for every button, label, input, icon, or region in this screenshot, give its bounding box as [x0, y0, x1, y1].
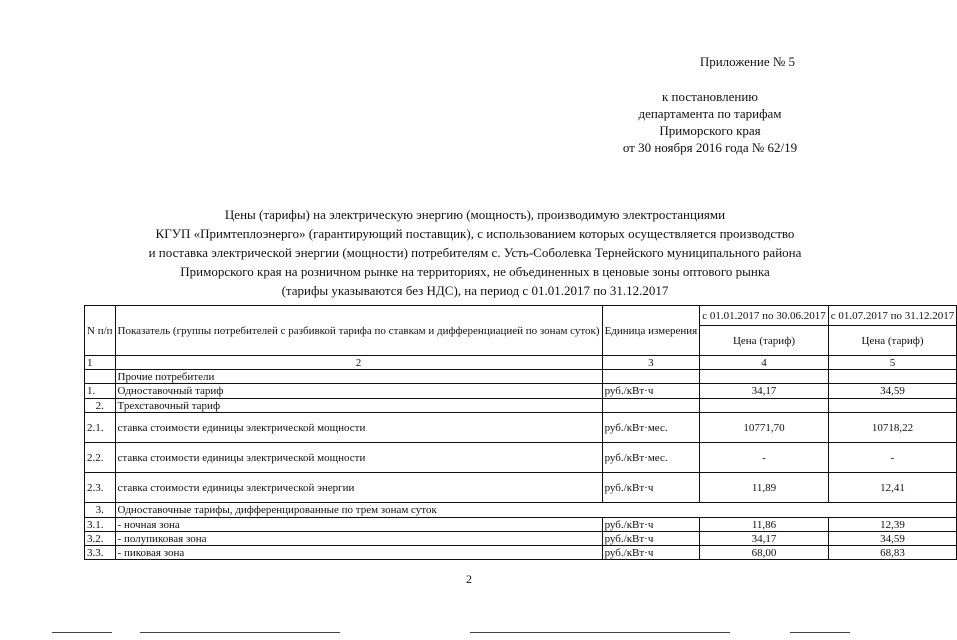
table-row: [85, 399, 957, 413]
row-unit: руб./кВт·ч: [602, 546, 700, 560]
row-name: Трехставочный тариф: [115, 399, 602, 413]
row-value-1: 68,00: [700, 546, 829, 560]
row-num: 3.2.: [85, 532, 116, 546]
row-value-1: [700, 399, 829, 413]
row-num: 2.1.: [85, 413, 116, 443]
header-line: к постановлению: [661, 89, 759, 104]
row-value-2: 68,83: [828, 546, 957, 560]
row-name: - ночная зона: [115, 518, 602, 532]
row-value-1: 34,17: [700, 384, 829, 399]
zone-section-row: [85, 503, 957, 518]
row-unit: руб./кВт·мес.: [602, 443, 700, 473]
header-num: N п/п: [85, 306, 116, 356]
row-num: 3.3.: [85, 546, 116, 560]
page-number: 2: [466, 572, 472, 586]
row-value-2: 34,59: [828, 384, 957, 399]
row-name: - пиковая зона: [115, 546, 602, 560]
header-price-1: Цена (тариф): [700, 326, 829, 356]
appendix-number: Приложение № 5: [699, 54, 795, 69]
row-value-2: -: [828, 443, 957, 473]
header-line: от 30 ноября 2016 года № 62/19: [622, 140, 798, 155]
column-number: 5: [828, 356, 957, 370]
row-num: 2.: [85, 399, 116, 413]
row-name: ставка стоимости единицы электрической энергии: [115, 473, 602, 503]
row-num: 2.2.: [85, 443, 116, 473]
row-value-1: -: [700, 443, 829, 473]
resolution-header: [560, 88, 860, 156]
header-period-1: с 01.01.2017 по 30.06.2017: [700, 306, 829, 326]
row-num: 1.: [85, 384, 116, 399]
row-value-1: 34,17: [700, 532, 829, 546]
row-value-2: 34,59: [828, 532, 957, 546]
section-label: Прочие потребители: [115, 370, 602, 384]
table-row: [85, 518, 957, 532]
column-number: 1: [85, 356, 116, 370]
row-unit: руб./кВт·ч: [602, 532, 700, 546]
scan-edge-line: [52, 632, 112, 633]
table-row: [85, 532, 957, 546]
header-unit: Единица измерения: [602, 306, 700, 356]
row-value-2: 12,41: [828, 473, 957, 503]
table-row: [85, 546, 957, 560]
document-title: [60, 205, 890, 300]
title-line: Цены (тарифы) на электрическую энергию (мощность), производимую электростанциями: [224, 207, 726, 222]
row-num: 3.: [85, 503, 116, 518]
row-num: 2.3.: [85, 473, 116, 503]
row-name: - полупиковая зона: [115, 532, 602, 546]
title-line: и поставка электрической энергии (мощности) потребителям с. Усть-Соболевка Тернейского муниципального района: [148, 245, 802, 260]
scan-edge-line: [140, 632, 340, 633]
header-line: Приморского края: [659, 123, 761, 138]
empty-cell: [828, 370, 957, 384]
column-number: 4: [700, 356, 829, 370]
row-unit: руб./кВт·ч: [602, 384, 700, 399]
row-name: Одноставочный тариф: [115, 384, 602, 399]
empty-cell: [700, 370, 829, 384]
row-unit: руб./кВт·ч: [602, 518, 700, 532]
row-unit: руб./кВт·мес.: [602, 413, 700, 443]
row-name: ставка стоимости единицы электрической мощности: [115, 443, 602, 473]
row-value-2: [828, 399, 957, 413]
row-value-1: 11,89: [700, 473, 829, 503]
row-value-1: 10771,70: [700, 413, 829, 443]
section-row: [85, 370, 957, 384]
row-unit: [602, 399, 700, 413]
table-row: [85, 413, 957, 443]
row-value-2: 10718,22: [828, 413, 957, 443]
table-row: [85, 384, 957, 399]
column-number-row: [85, 356, 957, 370]
title-line: (тарифы указываются без НДС), на период с 01.01.2017 по 31.12.2017: [281, 283, 669, 298]
title-line: Приморского края на розничном рынке на территориях, не объединенных в ценовые зоны оптового рынка: [180, 264, 770, 279]
title-line: КГУП «Примтеплоэнерго» (гарантирующий поставщик), с использованием которых осуществляется производство: [155, 226, 795, 241]
row-unit: руб./кВт·ч: [602, 473, 700, 503]
column-number: 2: [115, 356, 602, 370]
header-period-2: с 01.07.2017 по 31.12.2017: [828, 306, 957, 326]
row-value-2: 12,39: [828, 518, 957, 532]
row-num: 3.1.: [85, 518, 116, 532]
scan-edge-line: [790, 632, 850, 633]
header-price-2: Цена (тариф): [828, 326, 957, 356]
row-value-1: 11,86: [700, 518, 829, 532]
empty-cell: [85, 370, 116, 384]
row-name: ставка стоимости единицы электрической мощности: [115, 413, 602, 443]
table-row: [85, 443, 957, 473]
header-indicator: Показатель (группы потребителей с разбивкой тарифа по ставкам и дифференциацией по зонам суток): [115, 306, 602, 356]
zone-section-label: Одноставочные тарифы, дифференцированные по трем зонам суток: [115, 503, 957, 518]
column-number: 3: [602, 356, 700, 370]
header-line: департамента по тарифам: [638, 106, 782, 121]
scan-edge-line: [470, 632, 730, 633]
table-row: [85, 473, 957, 503]
tariff-table: [84, 305, 957, 560]
empty-cell: [602, 370, 700, 384]
